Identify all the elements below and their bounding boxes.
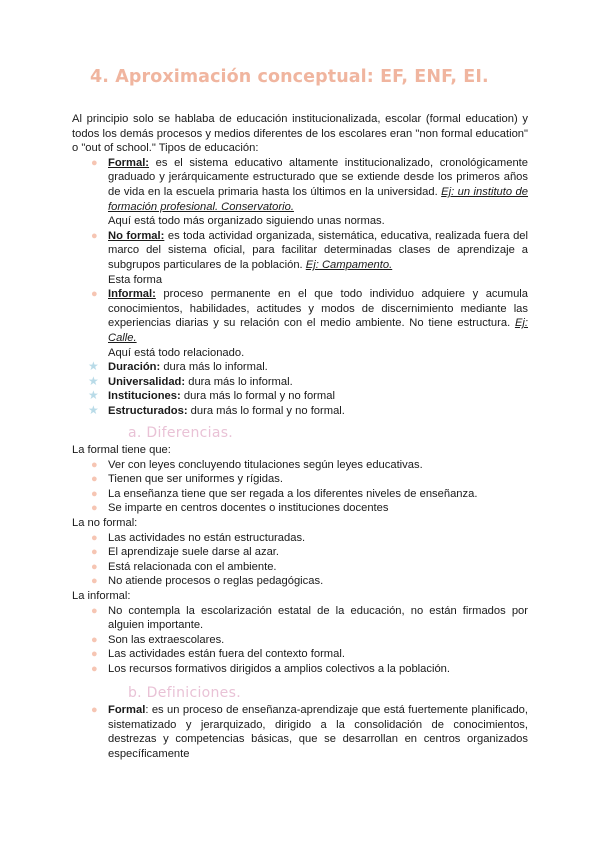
list-item: [72, 458, 528, 473]
type-informal: [72, 287, 528, 345]
list-item: [72, 501, 528, 516]
bullet-dot-icon: ●: [91, 487, 98, 500]
bullet-dot-icon: ●: [91, 662, 98, 675]
star-icon: ★: [88, 402, 99, 417]
criteria-item: [72, 375, 528, 390]
term-label: Informal:: [108, 288, 156, 301]
criteria-term: Duración:: [108, 361, 161, 374]
criteria-text: dura más lo formal y no formal: [180, 390, 335, 403]
criteria-text: dura más lo formal y no formal.: [187, 404, 345, 417]
document-body: [72, 112, 528, 762]
term-label: Formal:: [108, 156, 150, 169]
list-item-text: No atiende procesos o reglas pedagógicas.: [108, 575, 324, 588]
list-item-text: El aprendizaje suele darse al azar.: [108, 546, 280, 559]
list-item-text: Las actividades no están estructuradas.: [108, 531, 306, 544]
star-icon: ★: [88, 359, 99, 374]
bullet-dot-icon: ●: [91, 229, 98, 242]
list-item-text: Ver con leyes concluyendo titulaciones según leyes educativas.: [108, 458, 423, 471]
definitions-list: [72, 703, 528, 761]
criteria-list: [72, 360, 528, 418]
list-item-text: Tienen que ser uniformes y rígidas.: [108, 473, 283, 486]
informal-traits-list: [72, 604, 528, 677]
type-note: Aquí está todo más organizado siguiendo unas normas.: [108, 215, 385, 228]
list-item: [72, 531, 528, 546]
criteria-term: Estructurados:: [108, 404, 188, 417]
list-item: [72, 545, 528, 560]
star-icon: ★: [88, 373, 99, 388]
education-types-list-2: [72, 229, 528, 273]
criteria-term: Universalidad:: [108, 375, 186, 388]
criteria-item: [72, 404, 528, 419]
list-item: [72, 647, 528, 662]
bullet-dot-icon: ●: [91, 458, 98, 471]
bullet-dot-icon: ●: [91, 546, 98, 559]
bullet-dot-icon: ●: [91, 531, 98, 544]
example-text: Ej: Calle.: [108, 317, 528, 344]
criteria-item: [72, 360, 528, 375]
education-types-list: [72, 156, 528, 214]
list-item-text: Las actividades están fuera del contexto formal.: [108, 648, 345, 661]
section-a-heading: a. Diferencias.: [128, 425, 234, 442]
education-types-list-3: [72, 287, 528, 345]
bullet-dot-icon: ●: [91, 704, 98, 717]
list-item: [72, 574, 528, 589]
list-item: [72, 662, 528, 677]
list-item-text: Los recursos formativos dirigidos a amplios colectivos a la población.: [108, 662, 450, 675]
type-note: Aquí está todo relacionado.: [108, 346, 245, 359]
list-item: [72, 487, 528, 502]
bullet-dot-icon: ●: [91, 648, 98, 661]
type-note: Esta forma: [108, 273, 163, 286]
list-item-text: La enseñanza tiene que ser regada a los diferentes niveles de enseñanza.: [108, 487, 478, 500]
criteria-text: dura más lo informal.: [160, 361, 268, 374]
list-item: [72, 633, 528, 648]
term-definition: proceso permanente en el que todo individuo adquiere y acumula conocimientos, habilidades, actitudes y modos de discernimiento mediante las experiencias diarias y su relación con el medio ambiente. No tiene estructura.: [108, 288, 528, 330]
list-item-text: Son las extraescolares.: [108, 633, 225, 646]
term-definition: es el sistema educativo altamente institucionalizado, cronológicamente graduado y jerárquicamente estructurado que se extiende desde los primeros años de vida en la escuela primaria hasta los últimos en la universidad.: [108, 156, 528, 198]
example-text: Ej: Campamento.: [305, 258, 393, 271]
page-title: 4. Aproximación conceptual: EF, ENF, EI.: [90, 67, 489, 87]
term-label: No formal:: [108, 229, 165, 242]
group-label: La informal:: [72, 590, 131, 602]
definition-text: : es un proceso de enseñanza-aprendizaje que está fuertemente planificado, sistematizado y jerarquizado, dirigido a la consolidación de conocimientos, destrezas y competencias básicas, que se desarrollan en centros organizados específicamente: [108, 704, 528, 760]
non-formal-traits-list: [72, 531, 528, 589]
bullet-dot-icon: ●: [91, 633, 98, 646]
list-item-text: Está relacionada con el ambiente.: [108, 560, 277, 573]
list-item-text: No contempla la escolarización estatal de la educación, no están firmados por alguien importante.: [108, 604, 528, 632]
type-no-formal: [72, 229, 528, 273]
bullet-dot-icon: ●: [91, 473, 98, 486]
section-b-heading: b. Definiciones.: [128, 684, 241, 701]
example-text: Ej: un instituto de formación profesional. Conservatorio.: [108, 185, 529, 213]
bullet-dot-icon: ●: [91, 575, 98, 588]
intro-paragraph: Al principio solo se hablaba de educación institucionalizada, escolar (formal education) y todos los demás procesos y medios diferentes de los escolares eran "non formal education" o "out of school." Tipos de educación:: [72, 113, 528, 155]
list-item-text: Se imparte en centros docentes o instituciones docentes: [108, 502, 389, 515]
bullet-dot-icon: ●: [91, 604, 98, 617]
group-label: La no formal:: [72, 517, 138, 530]
type-formal: [72, 156, 528, 214]
criteria-text: dura más lo informal.: [185, 375, 293, 388]
group-label: La formal tiene que:: [72, 444, 171, 457]
bullet-dot-icon: ●: [91, 560, 98, 573]
bullet-dot-icon: ●: [91, 288, 98, 301]
definition-term: Formal: [108, 704, 146, 717]
bullet-dot-icon: ●: [91, 502, 98, 515]
list-item: [72, 604, 528, 633]
criteria-item: [72, 389, 528, 404]
list-item: [72, 560, 528, 575]
list-item: [72, 472, 528, 487]
criteria-term: Instituciones:: [108, 390, 181, 403]
formal-traits-list: [72, 458, 528, 516]
term-definition: es toda actividad organizada, sistemática, educativa, realizada fuera del marco del sistema oficial, para facilitar determinadas clases de aprendizaje a subgrupos particulares de la población.: [108, 229, 529, 271]
bullet-dot-icon: ●: [91, 156, 98, 169]
star-icon: ★: [88, 388, 99, 403]
definition-formal: [72, 703, 528, 761]
